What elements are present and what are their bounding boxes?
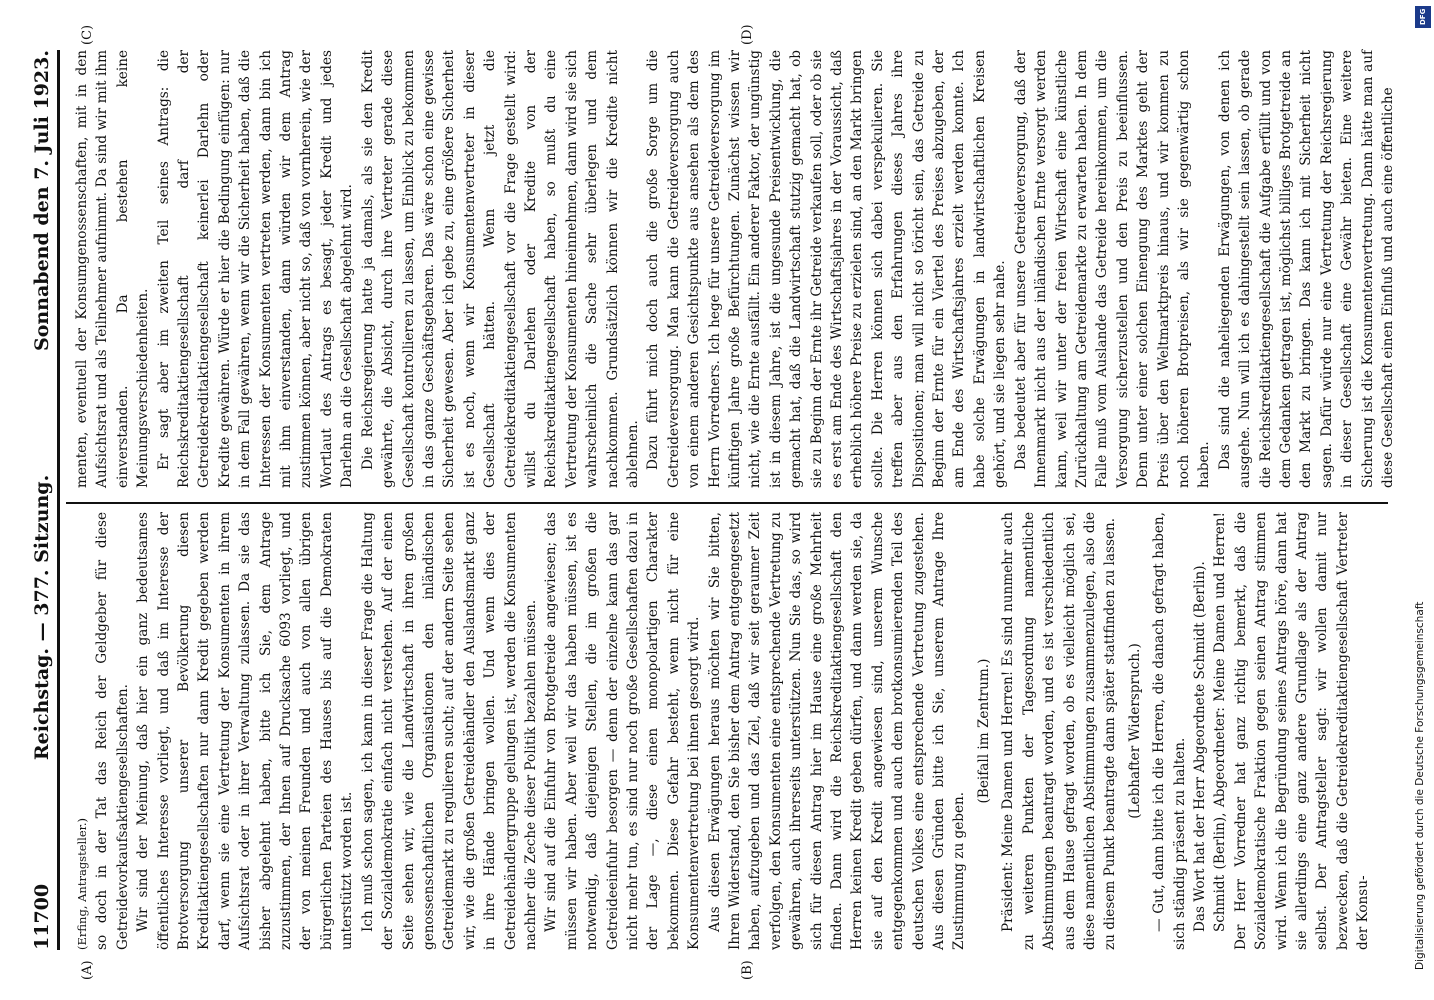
left-paragraph: Wir sind auf die Einfuhr von Brotgetreide angewiesen; das müssen wir haben. Aber weil wir das haben müssen, ist es notwendig, daß diejenigen Stellen, die im großen die Getreideeinfuhr besorgen — denn der einzelne kann das gar nicht mehr tun, es sind nur noch große Gesellschaften dazu in der Lage —, diese einen monopolartigen Charakter bekommen. Diese Gefahr besteht, wenn nicht für eine Konsumentenvertretung bei ihnen gesorgt wird. bbox=[543, 512, 703, 950]
left-paragraph: (Beifall im Zentrum.) bbox=[975, 658, 992, 804]
left-paragraph: (Lebhafter Widerspruch.) bbox=[1126, 643, 1143, 819]
left-paragraph: Präsident: Meine Damen und Herren! Es sind nunmehr auch zu weiteren Punkten der Tagesordnung namentliche Abstimmungen beantragt worden, und es ist verschiedentlich aus dem Hause gefragt worden, ob es vielleicht möglich sei, diese namentlichen Abstimmungen zusammenzulegen, also die zu diesem Punkt beantragte dann später stattfinden zu lassen. bbox=[1000, 512, 1119, 950]
right-paragraph: menten, eventuell der Konsumgenossenschaften, mit in den Aufsichtsrat und als Teilnehmer aufnimmt. Da sind wir mit ihm einverstanden. Da bestehen keine Meinungsverschiedenheiten. bbox=[74, 50, 152, 488]
right-paragraph: Das bedeutet aber für unsere Getreideversorgung, daß der Innenmarkt nicht aus der inländischen Ernte versorgt werden kann, weil wir unter der freien Wirtschaft eine künstliche Zurückhaltung am Getreidemarkte zu erwarten haben. In dem Falle muß vom Auslande das Getreide hereinkommen, um die Versorgung sicherzustellen und den Preis zu beeinflussen. Denn unter einer solchen Einengung des Marktes geht der Preis über den Weltmarktpreis hinaus, und wir kommen zu noch höheren Brotpreisen, als wir sie gegenwärtig schon haben. bbox=[1012, 50, 1213, 488]
right-paragraph: Er sagt aber im zweiten Teil seines Antrags: die Reichskreditaktiengesellschaft darf der Getreidekreditaktiengesellschaft keinerlei Darlehn oder Kredite gewähren. Würde er hier die Bedingung einfügen: nur in dem Fall gewähren, wenn wir die Sicherheit haben, daß die Interessen der Konsumenten vertreten werden, dann bin ich mit ihm einverstanden, dann würden wir dem Antrag zustimmen können, aber nicht so, daß von vornherein, wie der Wortlaut des Antrags es besagt, jeder Kredit und jedes Darlehn an die Gesellschaft abgelehnt wird. bbox=[155, 50, 356, 488]
digitization-note: Digitalisierung gefördert durch die Deutsche Forschungsgemeinschaft bbox=[1414, 601, 1426, 970]
left-paragraph: Wir sind der Meinung, daß hier ein ganz bedeutsames öffentliches Interesse vorliegt, und daß im Interesse der Brotversorgung unserer Bevölkerung diesen Kreditaktiengesellschaften nur dann Kredit gegeben werden darf, wenn sie eine Vertretung der Konsumenten in ihrem Aufsichtsrat oder in ihrer Verwaltung zulassen. Da sie das bisher abgelehnt haben, bitte ich Sie, dem Antrage zuzustimmen, der Ihnen auf Drucksache 6093 vorliegt, und der von meinen Freunden und auch von allen übrigen bürgerlichen Parteien des Hauses bis auf die Demokraten unterstützt worden ist. bbox=[135, 512, 356, 950]
left-paragraph: so doch in der Tat das Reich der Geldgeber für diese Getreidevorkaufsaktiengesellschaften. bbox=[94, 512, 131, 950]
left-column bbox=[72, 512, 1374, 950]
margin-marker-b: (B) bbox=[740, 960, 755, 980]
page-number: 11700 bbox=[31, 883, 53, 950]
column-divider bbox=[66, 502, 1388, 504]
left-paragraph: Schmidt (Berlin), Abgeordneter: Meine Damen und Herren! Der Herr Vorredner hat ganz richtig bemerkt, daß die Sozialdemokratische Fraktion gegen seinen Antrag stimmen wird. Wenn ich die Begründung seines Antrags höre, dann hat sie allerdings eine ganz andere Grundlage als der Antrag selbst. Der Antragsteller sagt: wir wollen damit nur bezwecken, daß die Getreidekreditaktiengesellschaft Vertreter der Konsu- bbox=[1212, 512, 1372, 950]
margin-marker-d: (D) bbox=[740, 24, 755, 45]
margin-marker-c: (C) bbox=[80, 24, 95, 45]
right-paragraph: Dazu führt mich doch auch die große Sorge um die Getreideversorgung. Man kann die Getreideversorgung auch von einem anderen Gesichtspunkte aus ansehen als dem des Herrn Vorredners. Ich hege für unsere Getreideversorgung im künftigen Jahre große Befürchtungen. Zunächst wissen wir nicht, wie die Ernte ausfällt. Ein anderer Faktor, der ungünstig ist in diesem Jahre, ist die ungesunde Preisentwicklung, die gemacht hat, daß die Landwirtschaft stutzig gemacht hat, ob sie zu Beginn der Ernte ihr Getreide verkaufen soll, oder ob sie es erst am Ende des Wirtschaftsjahres in der Voraussicht, daß erheblich höhere Preise zu erzielen sind, an den Markt bringen sollte. Die Herren können sich dabei verspekulieren. Sie treffen aber aus den Erfahrungen dieses Jahres ihre Dispositionen; man will nicht so töricht sein, das Getreide zu Beginn der Ernte für ein Viertel des Preises abzugeben, der am Ende des Wirtschaftsjahres erzielt werden konnte. Ich habe solche Erwägungen in landwirtschaftlichen Kreisen gehört, und sie liegen sehr nahe. bbox=[645, 50, 1009, 488]
right-column bbox=[72, 50, 1398, 488]
right-paragraph: Das sind die naheliegenden Erwägungen, von denen ich ausgehe. Nun will ich es dahingestellt sein lassen, ob gerade die Reichskreditaktiengesellschaft die Aufgabe erfüllt und von dem Gedanken getragen ist, möglichst billiges Brotgetreide an den Markt zu bringen. Das kann ich mit Sicherheit nicht sagen. Dafür würde nur eine Vertretung der Reichsregierung in dieser Gesellschaft eine Gewähr bieten. Eine weitere Sicherung ist die Konsumentenvertretung. Dann hätte man auf diese Gesellschaft einen Einfluß und auch eine öffentliche bbox=[1216, 50, 1396, 488]
page-title: Reichstag. — 377. Sitzung. bbox=[31, 474, 53, 761]
left-paragraph: — Gut, dann bitte ich die Herren, die danach gefragt haben, sich ständig präsent zu halten. bbox=[1151, 512, 1188, 950]
left-paragraph: Das Wort hat der Herr Abgeordnete Schmidt (Berlin). bbox=[1191, 561, 1208, 932]
dfg-logo: DFG bbox=[1415, 6, 1431, 28]
page-date: Sonnabend den 7. Juli 1923. bbox=[31, 50, 53, 352]
side-strip bbox=[1412, 0, 1434, 1000]
page-header bbox=[18, 50, 60, 950]
left-paragraph: Ich muß schon sagen, ich kann in dieser Frage die Haltung der Sozialdemokratie einfach nicht verstehen. Auf der einen Seite sehen wir, wie die Landwirtschaft in ihren großen genossenschaftlichen Organisationen den inländischen Getreidemarkt zu regulieren sucht; auf der andern Seite sehen wir, wie die großen Getreidehändler den Auslandsmarkt ganz in ihre Hände bringen wollen. Und wenn dies der Getreidehändlergruppe gelungen ist, werden die Konsumenten nachher die Zeche dieser Politik bezahlen müssen. bbox=[359, 512, 539, 950]
left-paragraph: (Erfing, Antragsteller.) bbox=[75, 817, 89, 950]
right-paragraph: Die Reichsregierung hatte ja damals, als sie den Kredit gewährte, die Absicht, durch ihre Vertreter gerade diese Gesellschaft kontrollieren zu lassen, um Einblick zu bekommen in das ganze Geschäftsgebaren. Das wäre schon eine gewisse Sicherheit gewesen. Aber ich gebe zu, eine größere Sicherheit ist es noch, wenn wir Konsumentenvertreter in dieser Gesellschaft hätten. Wenn jetzt die Getreidekreditaktiengesellschaft vor die Frage gestellt wird: willst du Darlehen oder Kredite von der Reichskreditaktiengesellschaft haben, so mußt du eine Vertretung der Konsumenten hineinnehmen, dann wird sie sich wahrscheinlich die Sache sehr überlegen und dem nachkommen. Grundsätzlich können wir die Kredite nicht ablehnen. bbox=[359, 50, 641, 488]
left-paragraph: Aus diesen Erwägungen heraus möchten wir Sie bitten, Ihren Widerstand, den Sie bisher dem Antrag entgegengesetzt haben, aufzugeben und das Ziel, daß wir seit geraumer Zeit verfolgen, den Konsumenten eine entsprechende Vertretung zu gewähren, auch ihrerseits unterstützen. Nun Sie das, so wird sich für diesen Antrag hier im Hause eine große Mehrheit finden. Dann wird die Reichskreditaktiengesellschaft den Herren keinen Kredit geben dürfen, und dann werden sie, da sie auf den Kredit angewiesen sind, unserem Wunsche entgegenkommen und auch dem brotkonsumierenden Teil des deutschen Volkes eine entsprechende Vertretung zugestehen. Aus diesen Gründen bitte ich Sie, unserem Antrage Ihre Zustimmung zu geben. bbox=[706, 512, 968, 950]
margin-marker-a: (A) bbox=[80, 960, 95, 980]
